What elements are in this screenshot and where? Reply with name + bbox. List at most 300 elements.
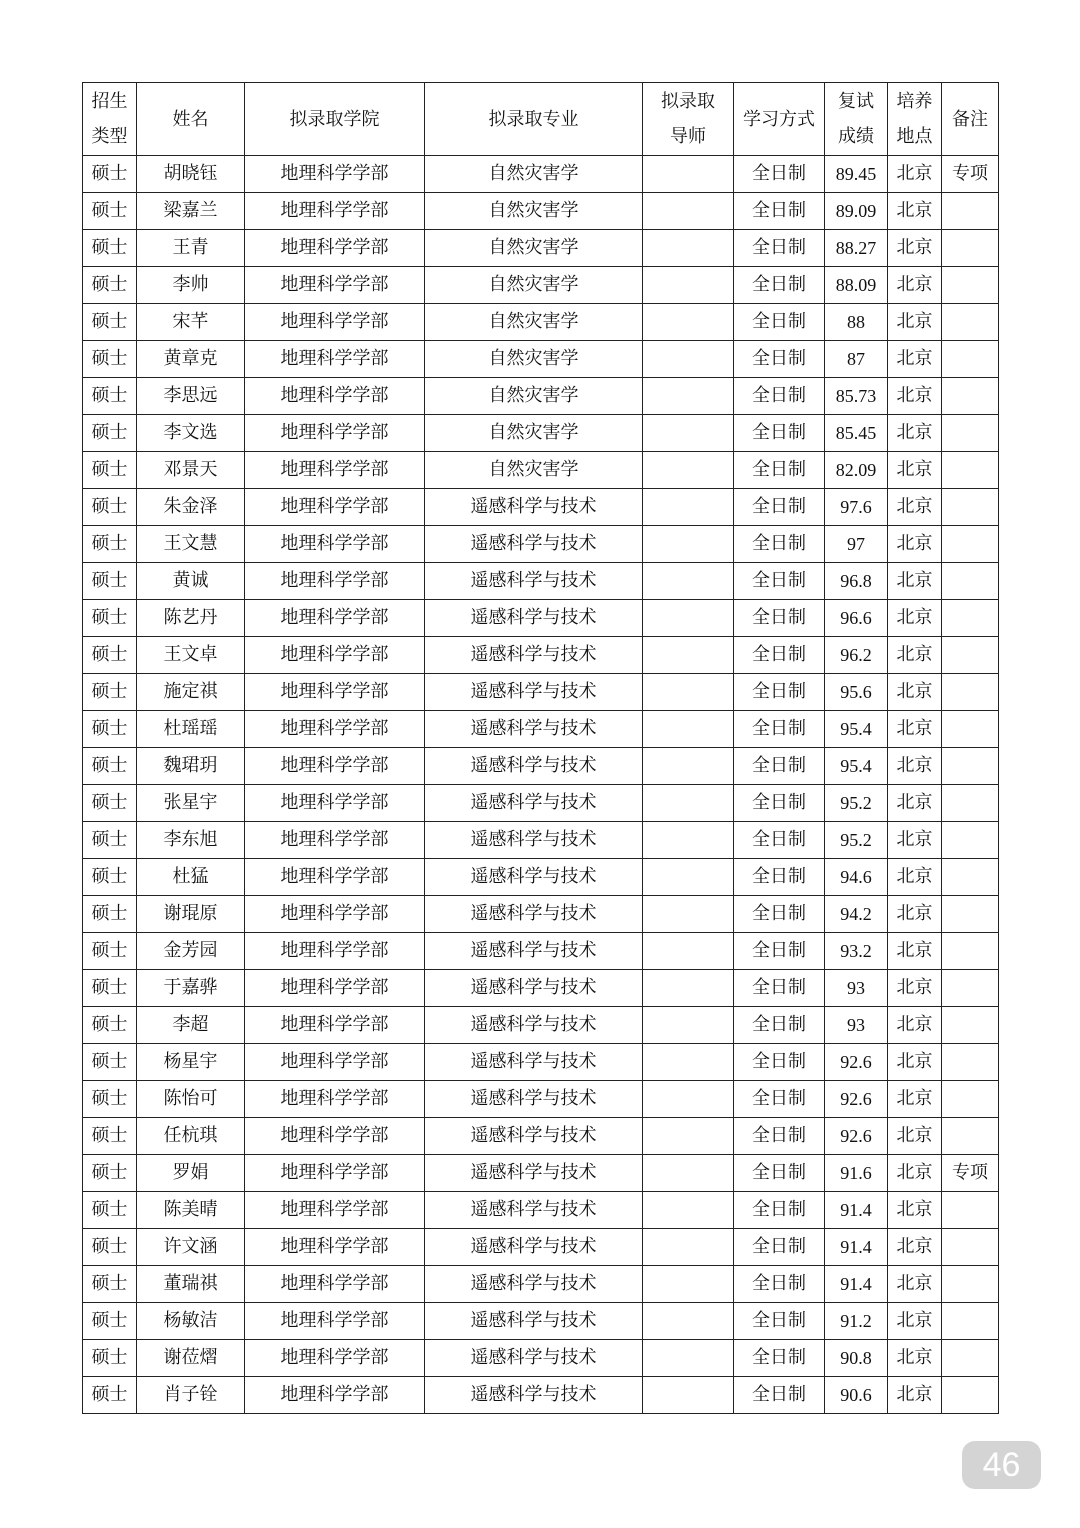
cell-location: 北京 (888, 600, 942, 637)
cell-type: 硕士 (83, 822, 137, 859)
table-row (83, 1081, 999, 1118)
page-number-badge: 46 (962, 1441, 1041, 1489)
cell-location: 北京 (888, 1118, 942, 1155)
cell-note (942, 304, 999, 341)
cell-note (942, 933, 999, 970)
cell-mode: 全日制 (734, 156, 825, 193)
cell-score: 82.09 (825, 452, 888, 489)
table-row (83, 1229, 999, 1266)
cell-mode: 全日制 (734, 1007, 825, 1044)
cell-score: 94.2 (825, 896, 888, 933)
cell-score: 88 (825, 304, 888, 341)
table-row (83, 526, 999, 563)
cell-advisor (643, 859, 734, 896)
cell-note (942, 896, 999, 933)
header-location (888, 83, 942, 156)
cell-note (942, 822, 999, 859)
cell-major: 遥感科学与技术 (425, 859, 643, 896)
cell-name: 罗娟 (137, 1155, 245, 1192)
cell-major: 遥感科学与技术 (425, 896, 643, 933)
cell-advisor (643, 526, 734, 563)
header-location-line1: 培养 (896, 91, 933, 112)
table-row (83, 415, 999, 452)
cell-mode: 全日制 (734, 600, 825, 637)
table-row (83, 785, 999, 822)
header-score-line2: 成绩 (838, 126, 874, 147)
cell-note (942, 1044, 999, 1081)
cell-college: 地理科学学部 (245, 267, 425, 304)
cell-name: 谢莅熠 (137, 1340, 245, 1377)
cell-name: 杜瑶瑶 (137, 711, 245, 748)
cell-major: 遥感科学与技术 (425, 1229, 643, 1266)
cell-note (942, 674, 999, 711)
cell-mode: 全日制 (734, 452, 825, 489)
cell-type: 硕士 (83, 193, 137, 230)
header-score (825, 83, 888, 156)
cell-location: 北京 (888, 933, 942, 970)
cell-mode: 全日制 (734, 267, 825, 304)
cell-major: 自然灾害学 (425, 156, 643, 193)
cell-major: 自然灾害学 (425, 193, 643, 230)
cell-location: 北京 (888, 896, 942, 933)
cell-location: 北京 (888, 193, 942, 230)
cell-location: 北京 (888, 452, 942, 489)
cell-advisor (643, 637, 734, 674)
cell-advisor (643, 822, 734, 859)
cell-score: 85.45 (825, 415, 888, 452)
cell-major: 遥感科学与技术 (425, 1303, 643, 1340)
cell-major: 遥感科学与技术 (425, 1007, 643, 1044)
cell-mode: 全日制 (734, 859, 825, 896)
cell-type: 硕士 (83, 156, 137, 193)
cell-note (942, 600, 999, 637)
cell-note (942, 637, 999, 674)
cell-location: 北京 (888, 563, 942, 600)
cell-major: 遥感科学与技术 (425, 489, 643, 526)
table-row (83, 711, 999, 748)
cell-college: 地理科学学部 (245, 748, 425, 785)
cell-advisor (643, 193, 734, 230)
cell-location: 北京 (888, 748, 942, 785)
table-row (83, 674, 999, 711)
header-advisor-line2: 导师 (670, 126, 706, 147)
cell-major: 遥感科学与技术 (425, 822, 643, 859)
cell-college: 地理科学学部 (245, 230, 425, 267)
cell-score: 95.4 (825, 748, 888, 785)
cell-location: 北京 (888, 822, 942, 859)
cell-major: 遥感科学与技术 (425, 711, 643, 748)
cell-major: 遥感科学与技术 (425, 637, 643, 674)
cell-name: 张星宇 (137, 785, 245, 822)
header-note: 备注 (942, 83, 999, 156)
cell-location: 北京 (888, 489, 942, 526)
cell-type: 硕士 (83, 526, 137, 563)
cell-advisor (643, 415, 734, 452)
cell-advisor (643, 785, 734, 822)
cell-advisor (643, 1377, 734, 1414)
cell-college: 地理科学学部 (245, 859, 425, 896)
cell-note (942, 748, 999, 785)
cell-score: 91.2 (825, 1303, 888, 1340)
cell-location: 北京 (888, 1192, 942, 1229)
cell-college: 地理科学学部 (245, 637, 425, 674)
cell-name: 陈艺丹 (137, 600, 245, 637)
cell-mode: 全日制 (734, 1340, 825, 1377)
cell-college: 地理科学学部 (245, 378, 425, 415)
cell-advisor (643, 304, 734, 341)
cell-type: 硕士 (83, 267, 137, 304)
cell-college: 地理科学学部 (245, 341, 425, 378)
cell-major: 遥感科学与技术 (425, 748, 643, 785)
cell-location: 北京 (888, 1266, 942, 1303)
cell-name: 金芳园 (137, 933, 245, 970)
cell-note (942, 1192, 999, 1229)
cell-college: 地理科学学部 (245, 1229, 425, 1266)
cell-location: 北京 (888, 304, 942, 341)
cell-advisor (643, 1266, 734, 1303)
cell-location: 北京 (888, 1340, 942, 1377)
cell-major: 遥感科学与技术 (425, 674, 643, 711)
cell-type: 硕士 (83, 452, 137, 489)
cell-major: 遥感科学与技术 (425, 785, 643, 822)
cell-college: 地理科学学部 (245, 896, 425, 933)
table-row (83, 563, 999, 600)
table-body (83, 156, 999, 1414)
cell-advisor (643, 1118, 734, 1155)
cell-major: 自然灾害学 (425, 230, 643, 267)
cell-name: 李帅 (137, 267, 245, 304)
header-location-line2: 地点 (896, 126, 933, 147)
cell-type: 硕士 (83, 1007, 137, 1044)
cell-mode: 全日制 (734, 304, 825, 341)
table-row (83, 193, 999, 230)
cell-college: 地理科学学部 (245, 1044, 425, 1081)
cell-advisor (643, 1229, 734, 1266)
cell-type: 硕士 (83, 674, 137, 711)
cell-name: 黄章克 (137, 341, 245, 378)
cell-type: 硕士 (83, 1377, 137, 1414)
cell-score: 88.27 (825, 230, 888, 267)
cell-college: 地理科学学部 (245, 415, 425, 452)
cell-advisor (643, 1044, 734, 1081)
cell-advisor (643, 452, 734, 489)
cell-type: 硕士 (83, 563, 137, 600)
cell-location: 北京 (888, 1081, 942, 1118)
cell-type: 硕士 (83, 304, 137, 341)
cell-location: 北京 (888, 859, 942, 896)
cell-score: 95.6 (825, 674, 888, 711)
cell-mode: 全日制 (734, 1081, 825, 1118)
cell-name: 于嘉骅 (137, 970, 245, 1007)
cell-location: 北京 (888, 378, 942, 415)
cell-name: 杨星宇 (137, 1044, 245, 1081)
cell-college: 地理科学学部 (245, 674, 425, 711)
cell-advisor (643, 230, 734, 267)
cell-location: 北京 (888, 230, 942, 267)
cell-name: 谢琨原 (137, 896, 245, 933)
cell-major: 遥感科学与技术 (425, 1081, 643, 1118)
header-type-line1: 招生 (91, 91, 128, 112)
table-row (83, 1340, 999, 1377)
cell-note (942, 452, 999, 489)
header-advisor-line1: 拟录取 (661, 91, 715, 112)
table-row (83, 1007, 999, 1044)
cell-major: 遥感科学与技术 (425, 1377, 643, 1414)
cell-mode: 全日制 (734, 1303, 825, 1340)
table-row (83, 452, 999, 489)
cell-advisor (643, 1192, 734, 1229)
cell-major: 遥感科学与技术 (425, 1044, 643, 1081)
cell-college: 地理科学学部 (245, 563, 425, 600)
cell-mode: 全日制 (734, 563, 825, 600)
table-row (83, 933, 999, 970)
cell-mode: 全日制 (734, 896, 825, 933)
cell-advisor (643, 378, 734, 415)
cell-mode: 全日制 (734, 1044, 825, 1081)
cell-score: 93.2 (825, 933, 888, 970)
cell-type: 硕士 (83, 1303, 137, 1340)
cell-note (942, 341, 999, 378)
table-row (83, 156, 999, 193)
table-header-row (83, 83, 999, 156)
cell-location: 北京 (888, 637, 942, 674)
header-advisor (643, 83, 734, 156)
cell-score: 91.4 (825, 1266, 888, 1303)
cell-note (942, 489, 999, 526)
cell-mode: 全日制 (734, 230, 825, 267)
cell-name: 邓景天 (137, 452, 245, 489)
cell-score: 90.8 (825, 1340, 888, 1377)
admission-table (82, 82, 999, 1414)
cell-college: 地理科学学部 (245, 489, 425, 526)
cell-advisor (643, 933, 734, 970)
cell-major: 遥感科学与技术 (425, 563, 643, 600)
cell-mode: 全日制 (734, 1155, 825, 1192)
cell-major: 遥感科学与技术 (425, 1118, 643, 1155)
cell-name: 陈美晴 (137, 1192, 245, 1229)
cell-mode: 全日制 (734, 637, 825, 674)
cell-name: 杜猛 (137, 859, 245, 896)
cell-type: 硕士 (83, 1081, 137, 1118)
cell-name: 肖子铨 (137, 1377, 245, 1414)
cell-score: 92.6 (825, 1081, 888, 1118)
cell-type: 硕士 (83, 1229, 137, 1266)
cell-note (942, 230, 999, 267)
cell-score: 91.4 (825, 1229, 888, 1266)
cell-college: 地理科学学部 (245, 1118, 425, 1155)
cell-college: 地理科学学部 (245, 970, 425, 1007)
cell-mode: 全日制 (734, 415, 825, 452)
table-row (83, 1192, 999, 1229)
cell-note (942, 1266, 999, 1303)
table-row (83, 1377, 999, 1414)
cell-score: 94.6 (825, 859, 888, 896)
cell-type: 硕士 (83, 415, 137, 452)
cell-major: 遥感科学与技术 (425, 933, 643, 970)
cell-major: 遥感科学与技术 (425, 600, 643, 637)
cell-college: 地理科学学部 (245, 526, 425, 563)
cell-name: 李东旭 (137, 822, 245, 859)
cell-note (942, 415, 999, 452)
cell-college: 地理科学学部 (245, 1266, 425, 1303)
cell-name: 王文卓 (137, 637, 245, 674)
cell-name: 任杭琪 (137, 1118, 245, 1155)
table-row (83, 1266, 999, 1303)
table-row (83, 637, 999, 674)
cell-type: 硕士 (83, 711, 137, 748)
cell-score: 90.6 (825, 1377, 888, 1414)
cell-major: 自然灾害学 (425, 341, 643, 378)
cell-name: 杨敏洁 (137, 1303, 245, 1340)
cell-score: 95.2 (825, 822, 888, 859)
cell-advisor (643, 341, 734, 378)
cell-note: 专项 (942, 1155, 999, 1192)
cell-note (942, 378, 999, 415)
cell-type: 硕士 (83, 1044, 137, 1081)
cell-major: 自然灾害学 (425, 304, 643, 341)
cell-mode: 全日制 (734, 341, 825, 378)
header-major: 拟录取专业 (425, 83, 643, 156)
cell-name: 王青 (137, 230, 245, 267)
cell-college: 地理科学学部 (245, 1081, 425, 1118)
cell-type: 硕士 (83, 637, 137, 674)
cell-note (942, 711, 999, 748)
cell-score: 93 (825, 970, 888, 1007)
cell-mode: 全日制 (734, 674, 825, 711)
cell-note (942, 859, 999, 896)
cell-type: 硕士 (83, 341, 137, 378)
header-type (83, 83, 137, 156)
cell-mode: 全日制 (734, 785, 825, 822)
cell-college: 地理科学学部 (245, 822, 425, 859)
table-row (83, 1118, 999, 1155)
cell-mode: 全日制 (734, 378, 825, 415)
cell-location: 北京 (888, 156, 942, 193)
table-row (83, 230, 999, 267)
cell-college: 地理科学学部 (245, 304, 425, 341)
cell-name: 宋芊 (137, 304, 245, 341)
cell-college: 地理科学学部 (245, 1340, 425, 1377)
cell-name: 梁嘉兰 (137, 193, 245, 230)
header-type-line2: 类型 (91, 126, 128, 147)
cell-name: 陈怡可 (137, 1081, 245, 1118)
cell-location: 北京 (888, 711, 942, 748)
cell-college: 地理科学学部 (245, 452, 425, 489)
header-score-line1: 复试 (838, 91, 874, 112)
cell-score: 91.4 (825, 1192, 888, 1229)
cell-note (942, 1118, 999, 1155)
cell-note: 专项 (942, 156, 999, 193)
cell-name: 黄诚 (137, 563, 245, 600)
cell-advisor (643, 711, 734, 748)
cell-score: 97.6 (825, 489, 888, 526)
cell-note (942, 193, 999, 230)
cell-name: 王文慧 (137, 526, 245, 563)
cell-score: 92.6 (825, 1044, 888, 1081)
cell-location: 北京 (888, 1303, 942, 1340)
table-row (83, 1303, 999, 1340)
cell-location: 北京 (888, 785, 942, 822)
table-row (83, 378, 999, 415)
cell-note (942, 1229, 999, 1266)
table-row (83, 267, 999, 304)
cell-advisor (643, 156, 734, 193)
cell-mode: 全日制 (734, 970, 825, 1007)
cell-major: 自然灾害学 (425, 378, 643, 415)
cell-name: 胡晓钰 (137, 156, 245, 193)
cell-name: 李文选 (137, 415, 245, 452)
table-row (83, 304, 999, 341)
table-row (83, 859, 999, 896)
cell-score: 92.6 (825, 1118, 888, 1155)
cell-location: 北京 (888, 1044, 942, 1081)
cell-advisor (643, 1007, 734, 1044)
cell-major: 遥感科学与技术 (425, 526, 643, 563)
cell-major: 自然灾害学 (425, 452, 643, 489)
cell-type: 硕士 (83, 785, 137, 822)
cell-college: 地理科学学部 (245, 600, 425, 637)
table-row (83, 1155, 999, 1192)
cell-mode: 全日制 (734, 822, 825, 859)
cell-type: 硕士 (83, 1340, 137, 1377)
cell-name: 魏珺玥 (137, 748, 245, 785)
cell-college: 地理科学学部 (245, 1007, 425, 1044)
cell-score: 87 (825, 341, 888, 378)
cell-type: 硕士 (83, 1118, 137, 1155)
cell-mode: 全日制 (734, 489, 825, 526)
cell-advisor (643, 600, 734, 637)
cell-mode: 全日制 (734, 1118, 825, 1155)
cell-advisor (643, 674, 734, 711)
cell-score: 96.6 (825, 600, 888, 637)
cell-name: 董瑞祺 (137, 1266, 245, 1303)
cell-mode: 全日制 (734, 1266, 825, 1303)
header-name: 姓名 (137, 83, 245, 156)
cell-college: 地理科学学部 (245, 785, 425, 822)
cell-mode: 全日制 (734, 193, 825, 230)
table-row (83, 489, 999, 526)
cell-type: 硕士 (83, 1155, 137, 1192)
cell-advisor (643, 1340, 734, 1377)
cell-score: 97 (825, 526, 888, 563)
cell-advisor (643, 1081, 734, 1118)
cell-score: 95.2 (825, 785, 888, 822)
cell-score: 88.09 (825, 267, 888, 304)
cell-name: 李思远 (137, 378, 245, 415)
cell-mode: 全日制 (734, 933, 825, 970)
cell-name: 朱金泽 (137, 489, 245, 526)
cell-mode: 全日制 (734, 1229, 825, 1266)
cell-location: 北京 (888, 267, 942, 304)
cell-advisor (643, 1303, 734, 1340)
cell-type: 硕士 (83, 230, 137, 267)
table-row (83, 600, 999, 637)
cell-type: 硕士 (83, 489, 137, 526)
cell-location: 北京 (888, 1377, 942, 1414)
cell-note (942, 785, 999, 822)
cell-type: 硕士 (83, 600, 137, 637)
cell-major: 遥感科学与技术 (425, 1155, 643, 1192)
cell-advisor (643, 1155, 734, 1192)
cell-major: 遥感科学与技术 (425, 1340, 643, 1377)
cell-score: 89.09 (825, 193, 888, 230)
cell-advisor (643, 748, 734, 785)
cell-college: 地理科学学部 (245, 1192, 425, 1229)
cell-college: 地理科学学部 (245, 711, 425, 748)
cell-major: 自然灾害学 (425, 267, 643, 304)
cell-major: 遥感科学与技术 (425, 970, 643, 1007)
table-row (83, 341, 999, 378)
